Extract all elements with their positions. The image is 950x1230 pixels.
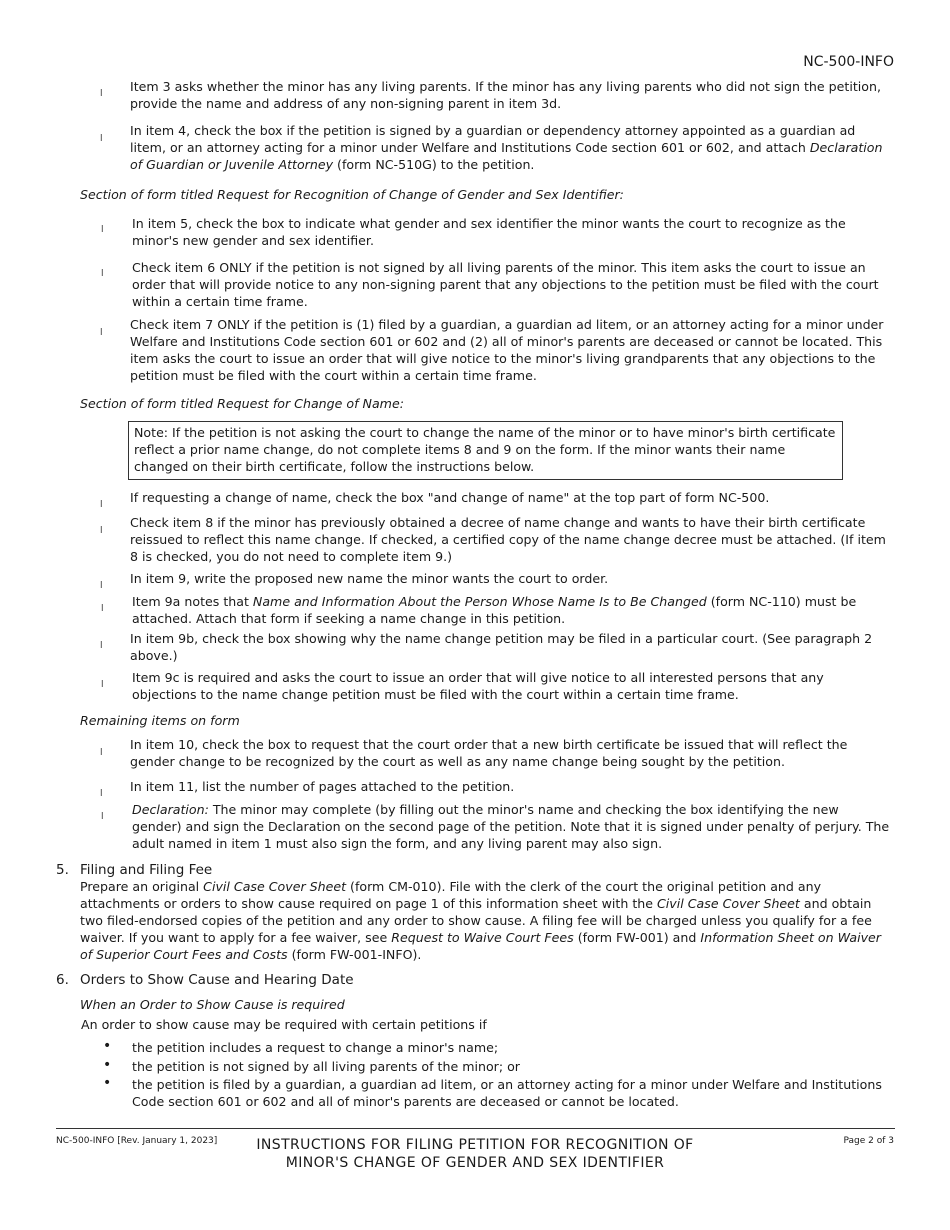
bullet: l [100, 328, 103, 338]
bullet: l [100, 134, 103, 144]
section-heading-gender: Section of form titled Request for Recognition of Change of Gender and Sex Identifier: [80, 187, 624, 202]
item-9-text: In item 9, write the proposed new name the minor wants the court to order. [130, 571, 609, 586]
declaration-text: Declaration: The minor may complete (by filling out the minor's name and checking the box identifying the new gender) and sign the Declaration on the second page of the petition. Note that it is signed under penalty of perjury. The adult named in item 1 must also sign the form, and any living parent may also sign. [132, 802, 890, 851]
section-5-number: 5. [56, 862, 69, 878]
section-6-number: 6. [56, 972, 69, 988]
item-4-text: In item 4, check the box if the petition is signed by a guardian or dependency attorney appointed as a guardian ad litem, or an attorney acting for a minor under Welfare and Institutions Code section 601 or 602, and attach Declaration of Guardian or Juvenile Attorney (form NC-510G) to the petition. [130, 123, 883, 172]
osc-condition: the petition includes a request to change a minor's name; [132, 1040, 499, 1055]
section-heading-remaining: Remaining items on form [80, 713, 240, 728]
bullet: l [101, 680, 104, 690]
section-6-intro: An order to show cause may be required with certain petitions if [81, 1017, 487, 1032]
item-11-text: In item 11, list the number of pages attached to the petition. [130, 779, 515, 794]
item-10-text: In item 10, check the box to request that the court order that a new birth certificate be issued that will reflect the gender change to be recognized by the court as well as any name change being sought by the petition. [130, 737, 848, 769]
bullet: l [100, 526, 103, 536]
note-box: Note: If the petition is not asking the court to change the name of the minor or to have minor's birth certificate reflect a prior name change, do not complete items 8 and 9 on the form. If the minor wants their name changed on their birth certificate, follow the instructions below. [128, 421, 843, 480]
item-8-text: Check item 8 if the minor has previously obtained a decree of name change and wants to have their birth certificate reissued to reflect this name change. If checked, a certified copy of the name change decree must be attached. (If item 8 is checked, you do not need to complete item 9.) [130, 515, 886, 564]
bullet: l [101, 812, 104, 822]
footer-title-line1: INSTRUCTIONS FOR FILING PETITION FOR RECOGNITION OF [256, 1137, 694, 1153]
bullet: l [100, 89, 103, 99]
bullet-dot: • [103, 1075, 112, 1091]
bullet: l [100, 581, 103, 591]
bullet-dot: • [103, 1038, 112, 1054]
item-9b-text: In item 9b, check the box showing why the name change petition may be filed in a particular court. (See paragraph 2 above.) [130, 631, 873, 663]
bullet: l [100, 500, 103, 510]
bullet: l [100, 641, 103, 651]
bullet-dot: • [103, 1057, 112, 1073]
bullet: l [101, 225, 104, 235]
osc-condition: the petition is not signed by all living parents of the minor; or [132, 1059, 520, 1074]
item-6-text: Check item 6 ONLY if the petition is not signed by all living parents of the minor. This item asks the court to issue an order that will provide notice to any non-signing parent that any objections to the petition must be filed with the court within a certain time frame. [132, 260, 879, 309]
form-id: NC-500-INFO [803, 54, 894, 70]
footer-rule [56, 1128, 895, 1129]
section-6-subheading: When an Order to Show Cause is required [80, 997, 345, 1012]
form-title: Declaration of Guardian or Juvenile Attorney [130, 140, 883, 172]
item-5-text: In item 5, check the box to indicate what gender and sex identifier the minor wants the court to recognize as the minor's new gender and sex identifier. [132, 216, 846, 248]
item-3-text: Item 3 asks whether the minor has any living parents. If the minor has any living parents who did not sign the petition, provide the name and address of any non-signing parent in item 3d. [130, 79, 881, 111]
change-of-name-text: If requesting a change of name, check the box "and change of name" at the top part of form NC-500. [130, 490, 770, 505]
bullet: l [101, 269, 104, 279]
item-9a-text: Item 9a notes that Name and Information About the Person Whose Name Is to Be Changed (form NC-110) must be attached. Attach that form if seeking a name change in this petition. [132, 594, 857, 626]
footer-title-line2: MINOR'S CHANGE OF GENDER AND SEX IDENTIFIER [285, 1155, 665, 1171]
footer-title [175, 1136, 775, 1172]
osc-condition: the petition is filed by a guardian, a guardian ad litem, or an attorney acting for a minor under Welfare and Institutions Code section 601 or 602 and all of minor's parents are deceased or cannot be located. [132, 1077, 882, 1109]
item-9c-text: Item 9c is required and asks the court to issue an order that will give notice to all interested persons that any objections to the name change petition must be filed with the court within a certain time frame. [132, 670, 824, 702]
section-5-body: Prepare an original Civil Case Cover Sheet (form CM-010). File with the clerk of the court the original petition and any attachments or orders to show cause required on page 1 of this information sheet with the Civil Case Cover Sheet and obtain two filed-endorsed copies of the petition and any order to show cause. A filing fee will be charged unless you qualify for a fee waiver. If you want to apply for a fee waiver, see Request to Waive Court Fees (form FW-001) and Information Sheet on Waiver of Superior Court Fees and Costs (form FW-001-INFO). [80, 879, 881, 962]
section-heading-name: Section of form titled Request for Change of Name: [80, 396, 404, 411]
section-5-heading: Filing and Filing Fee [80, 862, 213, 878]
bullet: l [101, 604, 104, 614]
page-number: Page 2 of 3 [843, 1136, 894, 1146]
form-title: Name and Information About the Person Whose Name Is to Be Changed [252, 594, 707, 609]
item-7-text: Check item 7 ONLY if the petition is (1) filed by a guardian, a guardian ad litem, or an attorney acting for a minor under Welfare and Institutions Code section 601 or 602 and (2) all of minor's parents are deceased or cannot be located. This item asks the court to issue an order that will give notice to the minor's living grandparents that any objections to the petition must be filed with the court within a certain time frame. [130, 317, 884, 383]
bullet: l [100, 789, 103, 799]
section-6-heading: Orders to Show Cause and Hearing Date [80, 972, 354, 988]
footer-form-rev: NC-500-INFO [Rev. January 1, 2023] [56, 1136, 218, 1146]
bullet: l [100, 748, 103, 758]
